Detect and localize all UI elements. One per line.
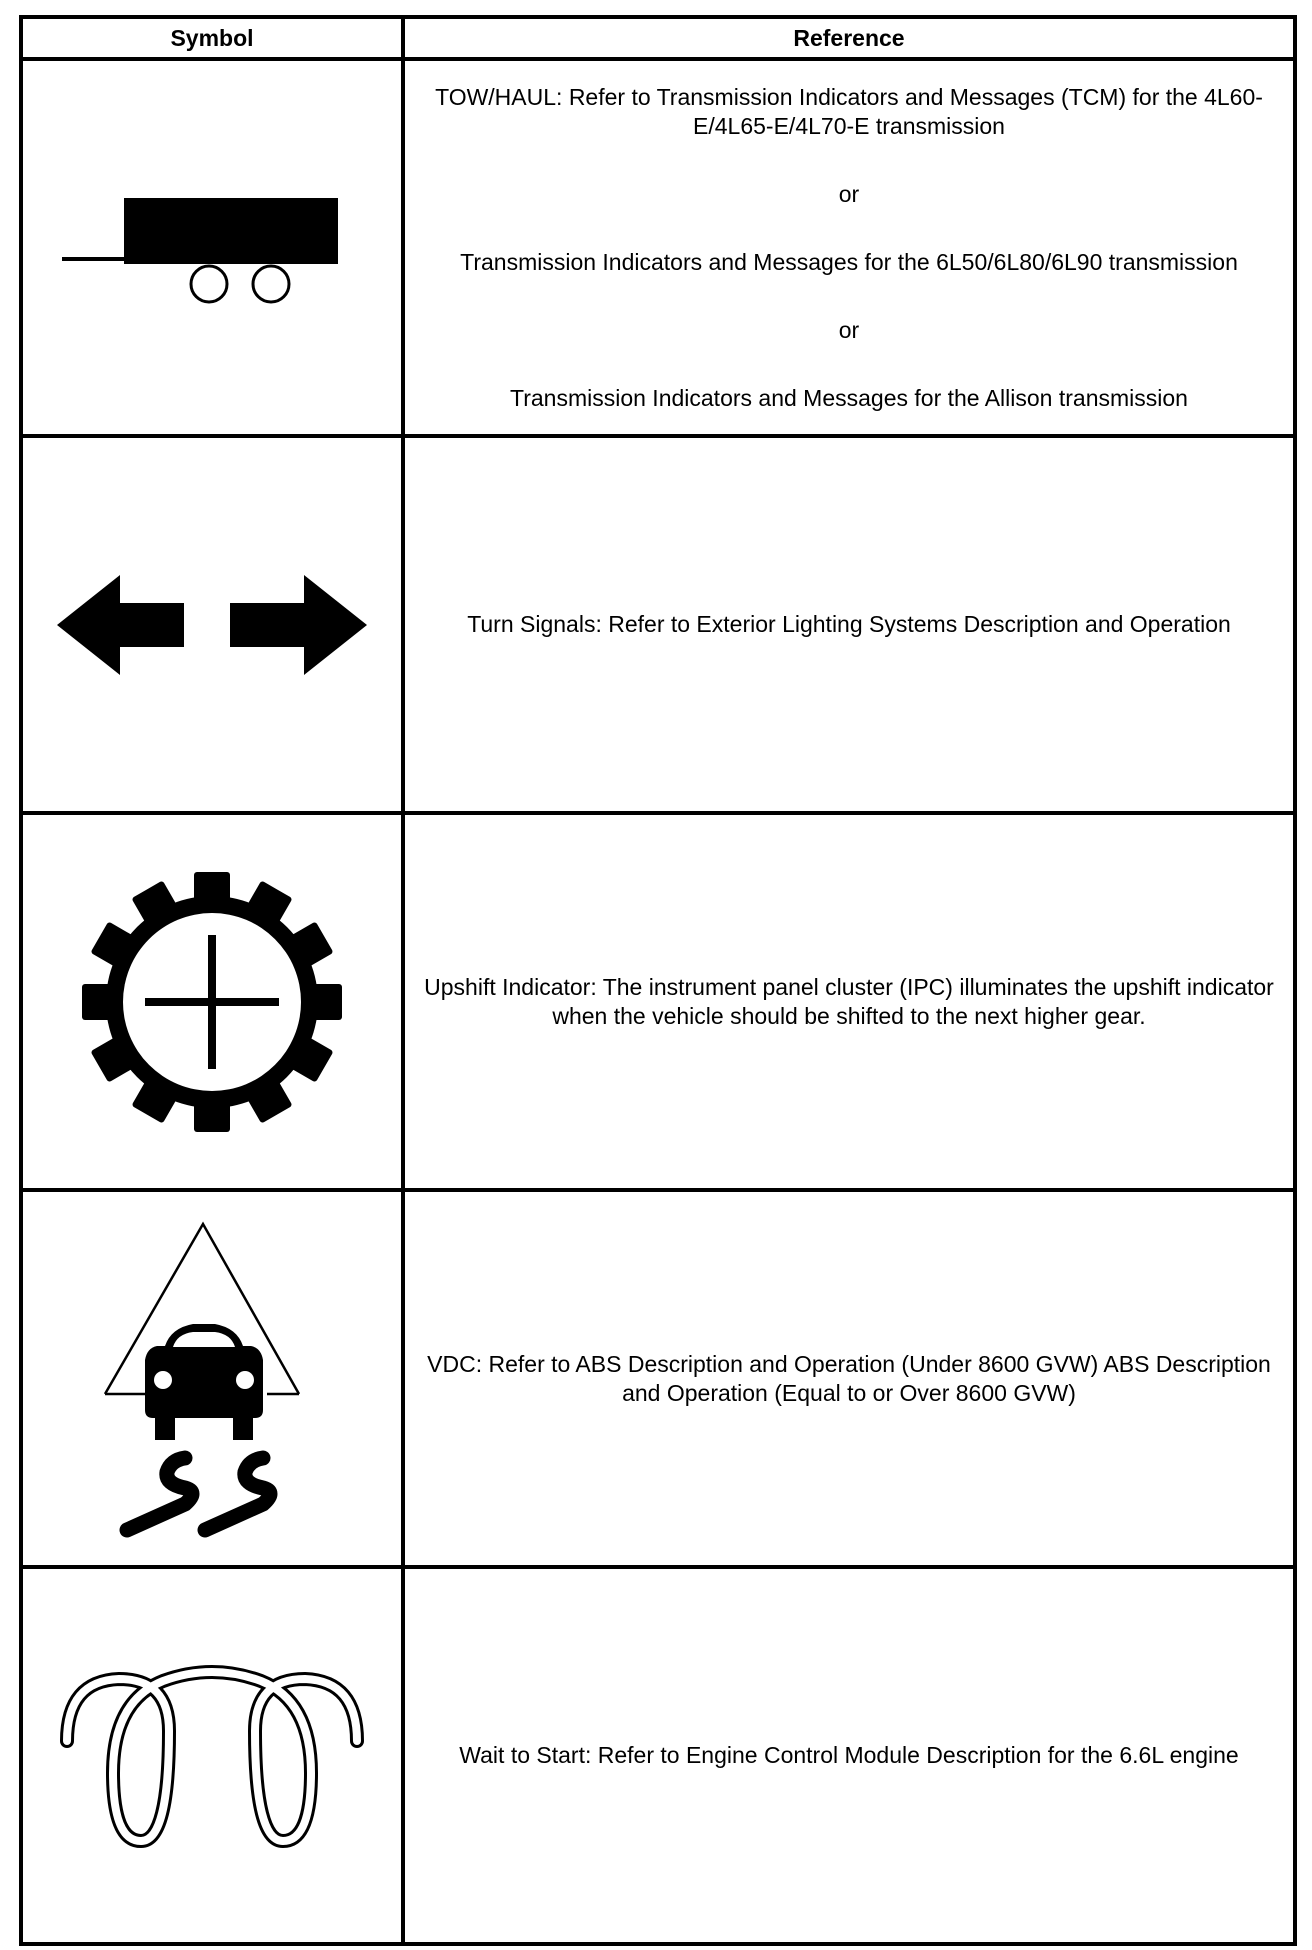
symbol-cell: [21, 436, 403, 813]
upshift-gear-icon: [72, 862, 352, 1142]
symbol-cell: [21, 59, 403, 436]
symbol-column-header: Symbol: [21, 17, 403, 59]
reference-column-header: Reference: [403, 17, 1295, 59]
reference-text: Transmission Indicators and Messages for the 6L50/6L80/6L90 transmission: [460, 248, 1238, 275]
reference-cell: [403, 1190, 1295, 1567]
reference-text: Wait to Start: Refer to Engine Control Module Description for the 6.6L engine: [459, 1742, 1239, 1768]
reference-text: TOW/HAUL: Refer to Transmission Indicators and Messages (TCM) for the 4L60-E/4L65-E/4L70-E transmission: [435, 83, 1263, 139]
trailer-icon: [62, 188, 362, 308]
reference-text: VDC: Refer to ABS Description and Operation (Under 8600 GVW) ABS Description and Operation (Equal to or Over 8600 GVW): [427, 1350, 1271, 1406]
symbol-reference-table: [19, 15, 1297, 1946]
table-row-tow-haul: [21, 59, 1295, 436]
table-row-wait-to-start: [21, 1567, 1295, 1944]
header-row: [21, 17, 1295, 59]
table-row-upshift-indicator: [21, 813, 1295, 1190]
reference-cell: [403, 813, 1295, 1190]
turn-signal-arrows-icon: [57, 570, 367, 680]
reference-cell: [403, 436, 1295, 813]
reference-text: Transmission Indicators and Messages for the Allison transmission: [510, 384, 1188, 411]
reference-cell: [403, 59, 1295, 436]
glow-plug-coil-icon: [57, 1661, 367, 1851]
table-row-turn-signals: [21, 436, 1295, 813]
reference-text: or: [838, 180, 860, 207]
reference-text: or: [838, 316, 860, 343]
symbol-cell: [21, 1567, 403, 1944]
symbol-cell: [21, 1190, 403, 1567]
table-row-vdc: [21, 1190, 1295, 1567]
symbol-cell: [21, 813, 403, 1190]
reference-cell: [403, 1567, 1295, 1944]
reference-text: Upshift Indicator: The instrument panel cluster (IPC) illuminates the upshift indicator when the vehicle should be shifted to the next higher gear.: [424, 973, 1274, 1029]
reference-text: Turn Signals: Refer to Exterior Lighting Systems Description and Operation: [467, 611, 1231, 637]
vehicle-skid-warning-icon: [87, 1214, 337, 1544]
